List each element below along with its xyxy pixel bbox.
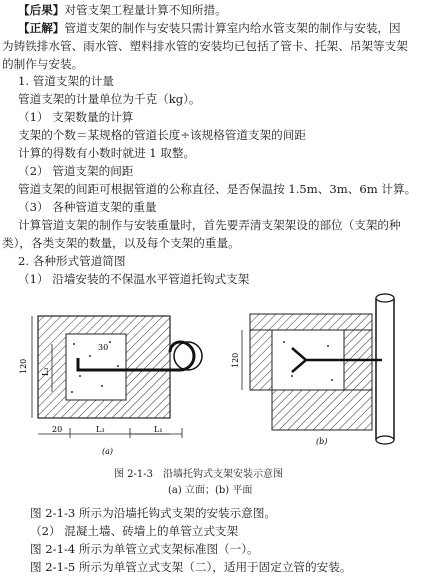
formula-line: 支架的个数＝某规格的管道长度÷该规格管道支架的间距 xyxy=(18,128,306,142)
line-solution xyxy=(18,20,401,36)
footer-heading: （2） 混凝土墙、砖墙上的单管立式支架 xyxy=(30,524,239,538)
footer-line: 图 2-1-4 所示为单管立式支架标准图（一）。 xyxy=(30,542,259,556)
dim-120-a: 120 xyxy=(19,358,28,374)
consequence-text: 对管支架工程量计算不知所措。 xyxy=(64,3,227,17)
consequence-tag: 【后果】 xyxy=(18,3,65,17)
line-consequence xyxy=(18,2,227,18)
footer-line: 图 2-1-5 所示为单管立式支架（二），适用于固定立管的安装。 xyxy=(30,560,352,574)
body-line: 管道支架的间距可根据管道的公称直径、是否保温按 1.5m、3m、6m 计算。 xyxy=(18,182,417,196)
dim-30: 30 xyxy=(98,343,109,352)
body-line: 管道支架的计量单位为千克（kg）。 xyxy=(18,92,201,106)
wall-left xyxy=(250,330,272,390)
dim-l3-vertical: L₃ xyxy=(41,367,50,376)
subsection-heading: （1） 支架数量的计算 xyxy=(18,110,134,124)
solution-text: 管道支架的制作与安装只需计算室内给水管支架的制作与安装，因 xyxy=(64,21,401,35)
subsection-heading: （1） 沿墙安装的不保温水平管道托钩式支架 xyxy=(18,272,250,286)
wall-bottom xyxy=(272,390,372,430)
dim-120-b: 120 xyxy=(231,352,240,368)
label-a: (a) xyxy=(102,447,114,456)
body-line: 为铸铁排水管、雨水管、塑料排水管的安装均已包括了管卡、托架、吊架等支架 xyxy=(2,39,408,53)
dim-20: 20 xyxy=(52,425,63,434)
subsection-heading: （2） 管道支架的间距 xyxy=(18,164,134,178)
solution-tag: 【正解】 xyxy=(18,21,65,35)
subsection-heading: （3） 各种管道支架的重量 xyxy=(18,200,157,214)
figure-subcaption: (a) 立面；(b) 平面 xyxy=(168,485,253,496)
section-heading: 2. 各种形式管道简图 xyxy=(18,254,126,268)
section-heading: 1. 管道支架的计量 xyxy=(18,74,114,88)
dim-L1: L₁ xyxy=(154,425,163,434)
body-line: 类），各类支架的数量，以及每个支架的重量。 xyxy=(2,236,240,250)
footer-line: 图 2-1-3 所示为沿墙托钩式支架的安装示意图。 xyxy=(30,506,277,520)
body-line: 计算的得数有小数时就进 1 取整。 xyxy=(18,146,196,160)
label-b: (b) xyxy=(316,437,328,446)
mortar-pocket xyxy=(66,334,126,400)
vertical-pipe xyxy=(376,298,394,440)
dim-L3: L₃ xyxy=(96,425,105,434)
wall-top xyxy=(250,314,372,330)
body-line: 的制作与安装。 xyxy=(2,57,84,71)
figure-b-plan xyxy=(232,290,432,455)
body-line: 计算管道支架的制作与安装重量时，首先要弄清支架架设的部位（支架的种 xyxy=(18,218,401,232)
figure-a-elevation xyxy=(19,296,240,461)
figure-caption: 图 2-1-3 沿墙托钩式支架安装示意图 xyxy=(114,469,284,480)
